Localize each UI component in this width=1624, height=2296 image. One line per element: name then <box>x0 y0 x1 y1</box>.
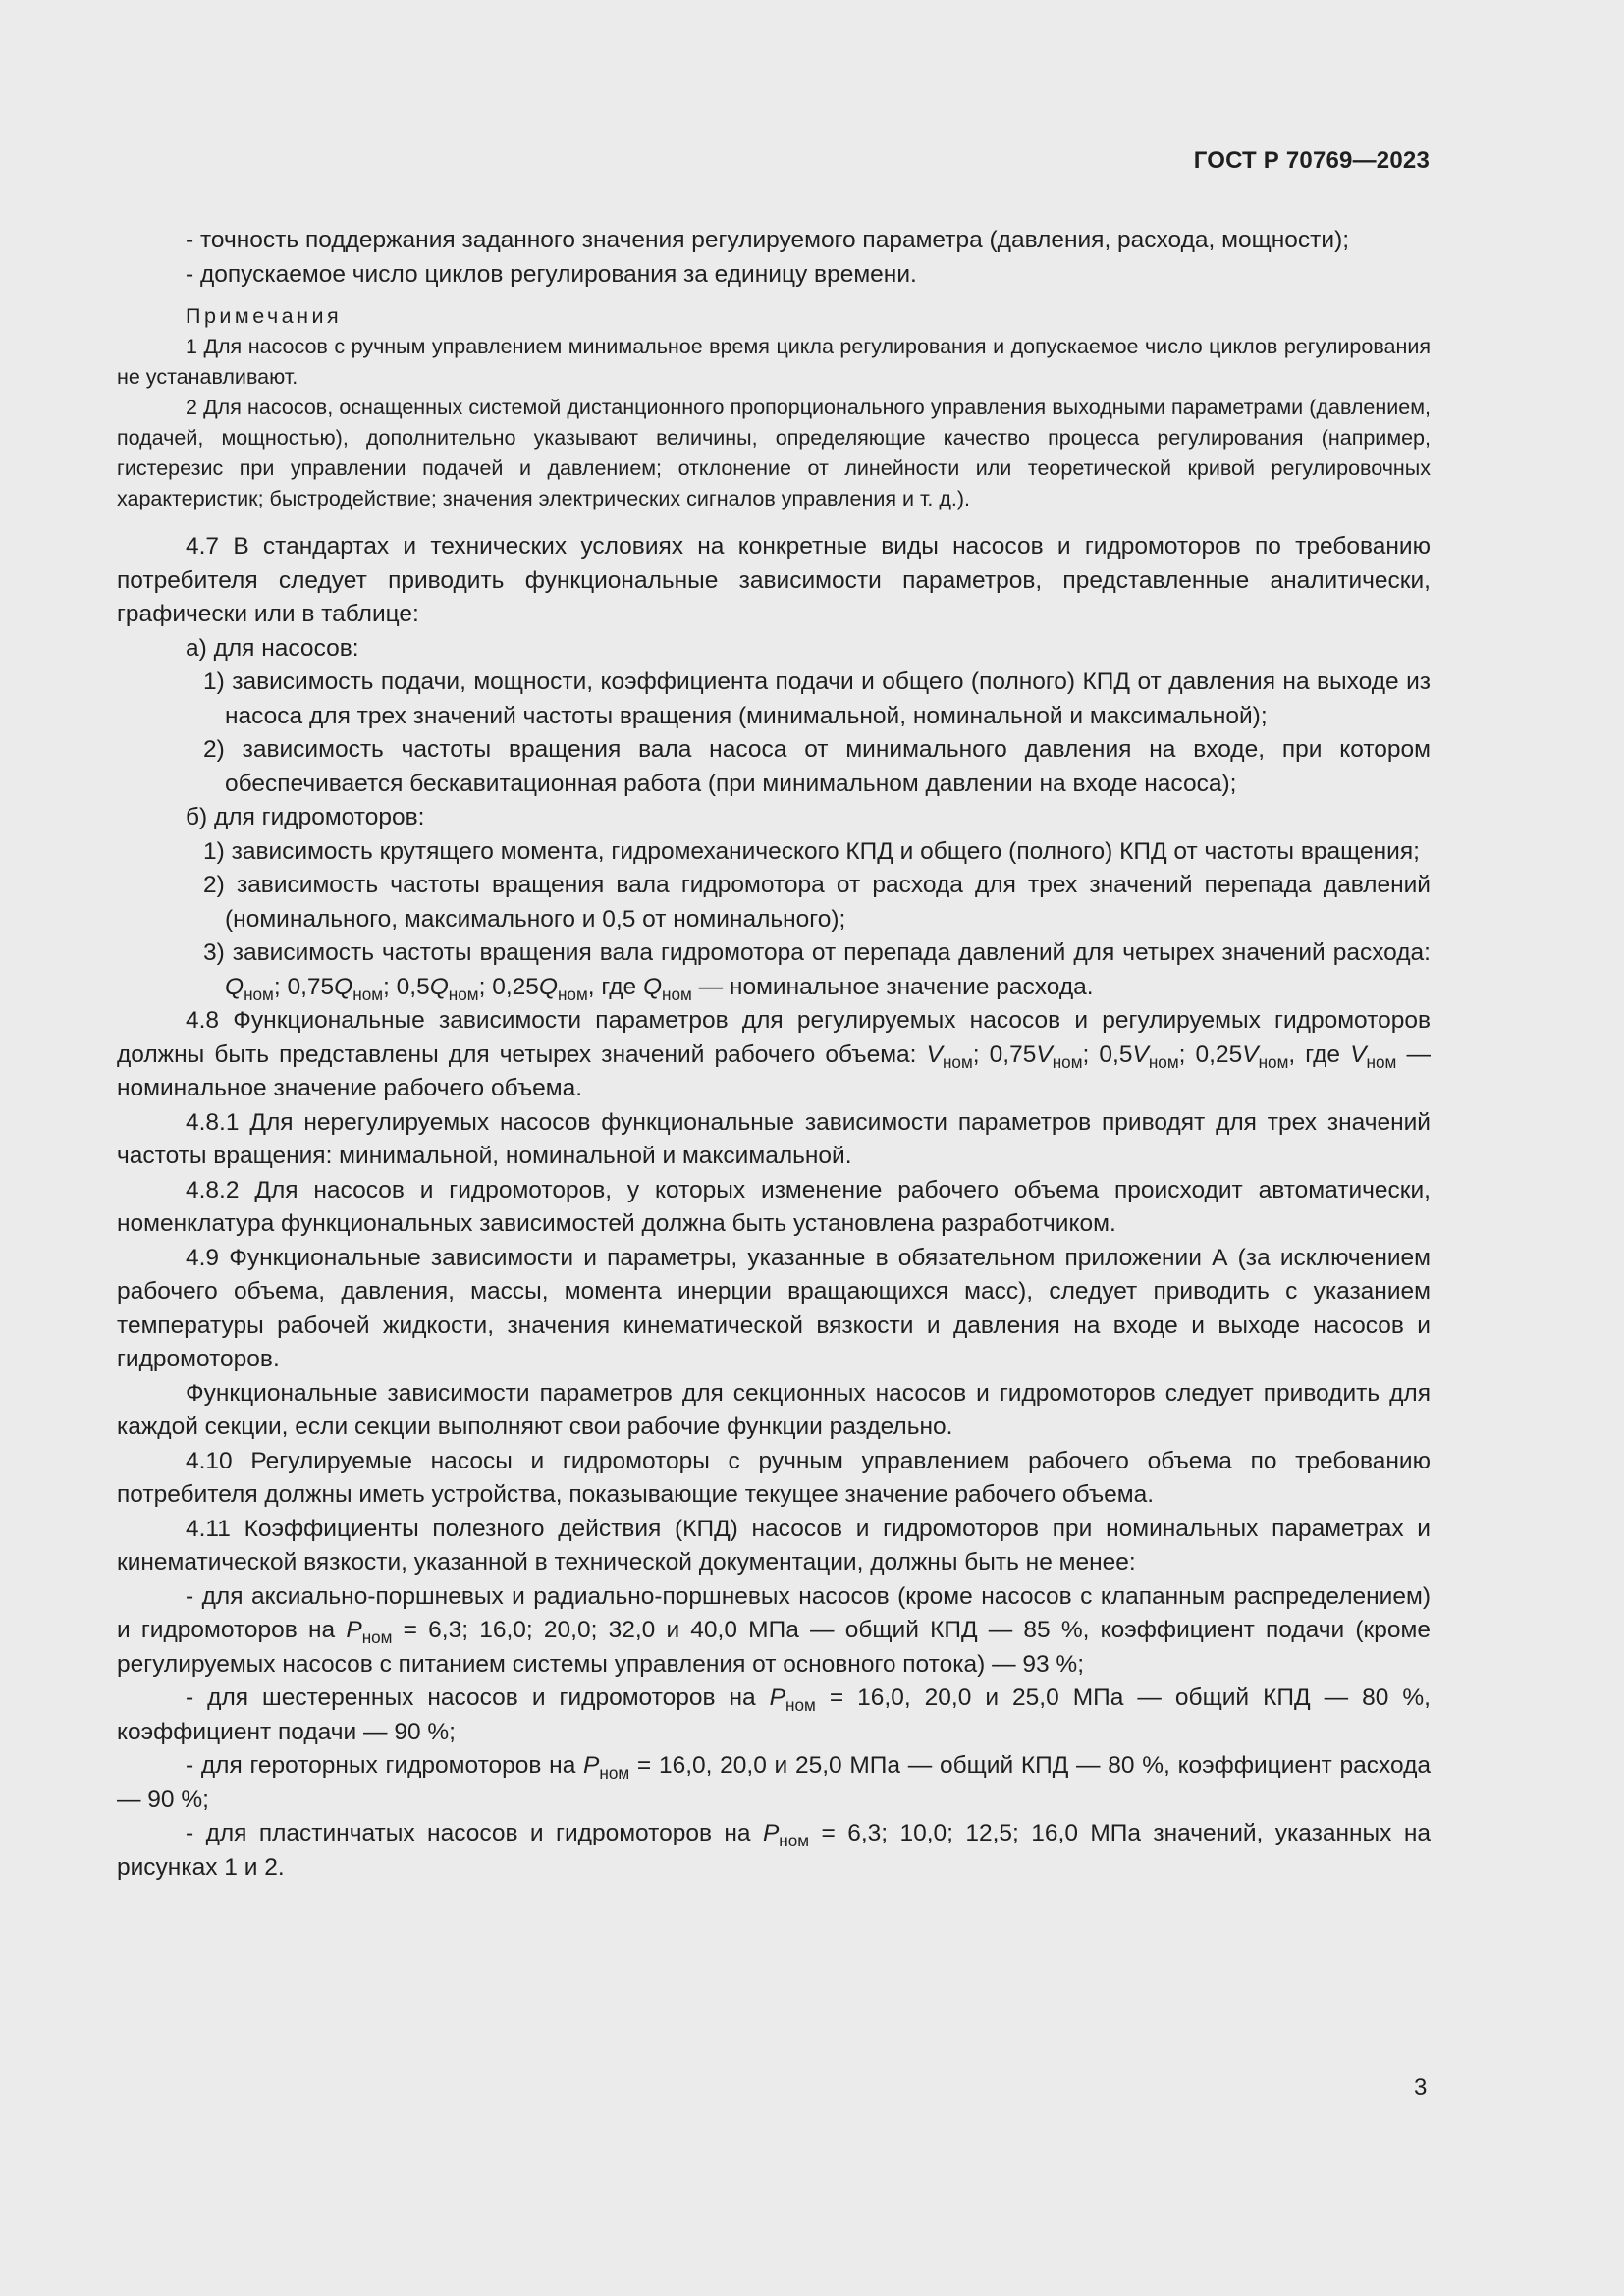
clause-4-8-1: 4.8.1 Для нерегулируемых насосов функциональные зависимости параметров приводят для трех значений частоты вращения: минимальной, номинальной и максимальной. <box>117 1108 1431 1169</box>
list-item-b3: 3) зависимость частоты вращения вала гидромотора от перепада давлений для четырех значений расхода: $Q_{ном}$; $0,75Q_{ном}$; $0,5Q_{ном}$; $0,25Q_{ном}$, где $Q_{ном}$ — номинальное значение расхода. <box>203 939 1431 1004</box>
page-body <box>117 224 1431 1885</box>
clause-4-9-paragraph-2: Функциональные зависимости параметров для секционных насосов и гидромоторов следует приводить для каждой секции, если секции выполняют свои рабочие функции раздельно. <box>117 1379 1431 1440</box>
note-2: 2 Для насосов, оснащенных системой дистанционного пропорционального управления выходными параметрами (давлением, подачей, мощностью), дополнительно указывают величины, определяющие качество процесса регулирования (например, гистерезис при управлении подачей и давлением; отклонение от линейности или теоретической кривой регулировочных характеристик; быстродействие; значения электрических сигналов управления и т. д.). <box>117 396 1431 510</box>
clause-4-9: 4.9 Функциональные зависимости и параметры, указанные в обязательном приложении А (за исключением рабочего объема, давления, массы, момента инерции вращающихся масс), следует приводить с указанием температуры рабочей жидкости, значения кинематической вязкости и давления на входе и выходе насосов и гидромоторов. <box>117 1244 1431 1372</box>
notes-title: Примечания <box>186 304 343 328</box>
efficiency-item-gear: - для шестеренных насосов и гидромоторов на $P_{ном} = 16,0$, 20,0 и 25,0 МПа — общий КПД — 80 %, коэффициент подачи — 90 %; <box>117 1684 1431 1745</box>
notes-block <box>117 301 1431 514</box>
list-item-a2: 2) зависимость частоты вращения вала насоса от минимального давления на входе, при котором обеспечивается бескавитационная работа (при минимальном давлении на входе насоса); <box>203 736 1431 797</box>
clause-4-8: 4.8 Функциональные зависимости параметров для регулируемых насосов и регулируемых гидромоторов должны быть представлены для четырех значений рабочего объема: $V_{ном}$; $0,75V_{ном}$; $0,5V_{ном}$; $0,25V_{ном}$, где $V_{ном}$ — номинальное значение рабочего объема. <box>117 1007 1431 1101</box>
efficiency-item-gerotor: - для героторных гидромоторов на $P_{ном} = 16,0$, 20,0 и 25,0 МПа — общий КПД — 80 %, коэффициент расхода — 90 %; <box>117 1752 1431 1813</box>
page-number: 3 <box>1414 2074 1428 2101</box>
list-item-b1: 1) зависимость крутящего момента, гидромеханического КПД и общего (полного) КПД от частоты вращения; <box>203 837 1420 865</box>
list-item-b: б) для гидромоторов: <box>186 804 425 830</box>
efficiency-item-axial: - для аксиально-поршневых и радиально-поршневых насосов (кроме насосов с клапанным распределением) и гидромоторов на $P_{ном} = 6,3$; 16,0; 20,0; 32,0 и 40,0 МПа — общий КПД — 85 %, коэффициент подачи (кроме регулируемых насосов с питанием системы управления от основного потока) — 93 %; <box>117 1582 1432 1678</box>
list-item-a: а) для насосов: <box>186 634 359 662</box>
clause-4-10: 4.10 Регулируемые насосы и гидромоторы с ручным управлением рабочего объема по требованию потребителя должны иметь устройства, показывающие текущее значение рабочего объема. <box>117 1447 1431 1508</box>
intro-item: - допускаемое число циклов регулирования за единицу времени. <box>186 260 917 288</box>
efficiency-item-vane: - для пластинчатых насосов и гидромоторов на $P_{ном} = 6,3$; 10,0; 12,5; 16,0 МПа значений, указанных на рисунках 1 и 2. <box>117 1820 1431 1881</box>
list-item-a1: 1) зависимость подачи, мощности, коэффициента подачи и общего (полного) КПД от давления на выходе из насоса для трех значений частоты вращения (минимальной, номинальной и максимальной); <box>203 668 1431 729</box>
intro-item: - точность поддержания заданного значения регулируемого параметра (давления, расхода, мощности); <box>186 227 1350 253</box>
clause-4-11: 4.11 Коэффициенты полезного действия (КПД) насосов и гидромоторов при номинальных параметрах и кинематической вязкости, указанной в технической документации, должны быть не менее: <box>117 1515 1431 1575</box>
list-item-b2: 2) зависимость частоты вращения вала гидромотора от расхода для трех значений перепада давлений (номинального, максимального и 0,5 от номинального); <box>203 872 1431 933</box>
note-1: 1 Для насосов с ручным управлением минимальное время цикла регулирования и допускаемое число циклов регулирования не устанавливают. <box>117 335 1431 389</box>
document-code-header: ГОСТ Р 70769—2023 <box>1193 147 1430 174</box>
clause-4-7: 4.7 В стандартах и технических условиях на конкретные виды насосов и гидромоторов по требованию потребителя следует приводить функциональные зависимости параметров, представленные аналитически, графически или в таблице: <box>117 533 1431 627</box>
clause-4-8-2: 4.8.2 Для насосов и гидромоторов, у которых изменение рабочего объема происходит автоматически, номенклатура функциональных зависимостей должна быть установлена разработчиком. <box>117 1176 1431 1237</box>
